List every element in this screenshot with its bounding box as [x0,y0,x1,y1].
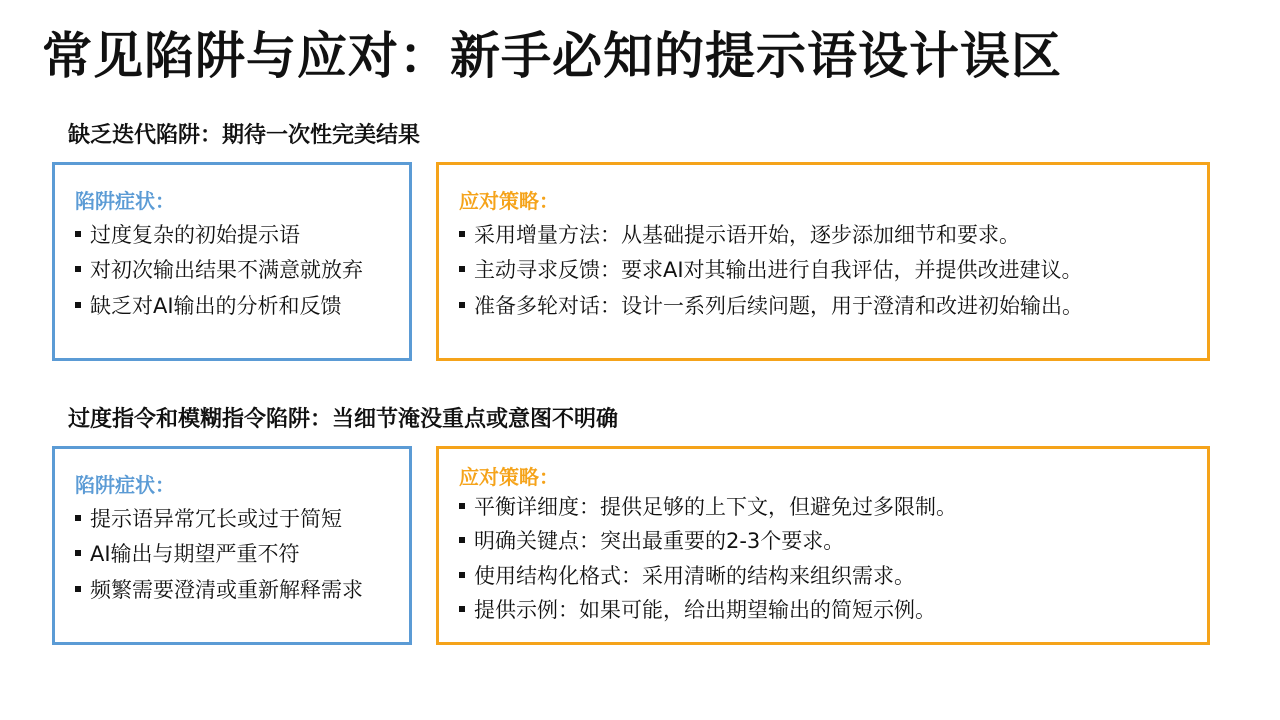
strategies-label: 应对策略： [459,189,559,213]
bullet-icon [459,302,465,308]
section-heading-instructions: 过度指令和模糊指令陷阱：当细节淹没重点或意图不明确 [68,407,619,432]
list-item: 主动寻求反馈：要求AI对其输出进行自我评估，并提供改进建议。 [459,257,1189,284]
page-title: 常见陷阱与应对：新手必知的提示语设计误区 [42,27,1062,85]
list-item: 缺乏对AI输出的分析和反馈 [75,293,391,320]
bullet-icon [459,537,465,543]
list-item: 提供示例：如果可能，给出期望输出的简短示例。 [459,597,1189,624]
symptoms-box-instructions [52,446,412,645]
strategies-box-iteration [436,162,1210,361]
list-item: 对初次输出结果不满意就放弃 [75,257,391,284]
list-item: 准备多轮对话：设计一系列后续问题，用于澄清和改进初始输出。 [459,293,1189,320]
list-item: 提示语异常冗长或过于简短 [75,506,391,533]
bullet-icon [75,302,81,308]
list-item: 明确关键点：突出最重要的2-3个要求。 [459,528,1189,555]
bullet-icon [459,266,465,272]
bullet-icon [75,231,81,237]
list-item: 频繁需要澄清或重新解释需求 [75,577,391,604]
list-item: 平衡详细度：提供足够的上下文，但避免过多限制。 [459,494,1189,521]
symptoms-list [75,506,391,604]
strategies-list [459,494,1189,624]
bullet-icon [459,503,465,509]
symptoms-box-iteration [52,162,412,361]
bullet-icon [459,572,465,578]
symptoms-label: 陷阱症状： [75,473,175,497]
list-item: AI输出与期望严重不符 [75,541,391,568]
bullet-icon [459,606,465,612]
symptoms-label: 陷阱症状： [75,189,175,213]
strategies-list [459,222,1189,320]
symptoms-list [75,222,391,320]
bullet-icon [75,550,81,556]
list-item: 使用结构化格式：采用清晰的结构来组织需求。 [459,563,1189,590]
list-item: 过度复杂的初始提示语 [75,222,391,249]
strategies-label: 应对策略： [459,465,559,489]
strategies-box-instructions [436,446,1210,645]
bullet-icon [75,515,81,521]
section-heading-iteration: 缺乏迭代陷阱：期待一次性完美结果 [68,123,421,148]
bullet-icon [75,586,81,592]
list-item: 采用增量方法：从基础提示语开始，逐步添加细节和要求。 [459,222,1189,249]
bullet-icon [75,266,81,272]
bullet-icon [459,231,465,237]
